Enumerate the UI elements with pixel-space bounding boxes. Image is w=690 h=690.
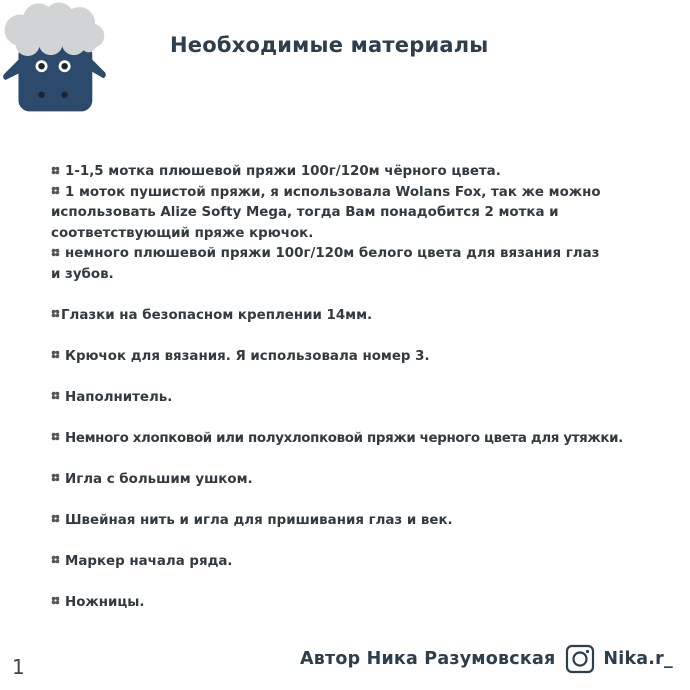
- instagram-icon: [565, 644, 595, 674]
- flower-bullet-icon: [51, 309, 60, 318]
- item-text: Наполнитель.: [65, 389, 173, 405]
- page-number: 1: [12, 655, 25, 679]
- flower-bullet-icon: [51, 186, 60, 195]
- item-text: 1 моток пушистой пряжи, я использовала Wolans Fox, так же можно: [65, 184, 601, 200]
- list-item: [51, 162, 681, 183]
- item-text: Немного хлопковой или полухлопковой пряжи черного цвета для утяжки.: [65, 430, 623, 446]
- flower-bullet-icon: [51, 473, 60, 482]
- item-text: Игла с большим ушком.: [65, 471, 253, 487]
- item-text: использовать Alize Softy Mega, тогда Вам понадобится 2 мотка и: [51, 205, 559, 220]
- list-item: [51, 429, 681, 450]
- materials-list: [51, 162, 681, 613]
- item-text: Глазки на безопасном креплении 14мм.: [61, 307, 373, 323]
- item-text: немного плюшевой пряжи 100г/120м белого цвета для вязания глаз: [65, 246, 600, 261]
- flower-bullet-icon: [51, 391, 60, 400]
- list-item: [51, 244, 681, 285]
- flower-bullet-icon: [51, 248, 60, 257]
- flower-bullet-icon: [51, 166, 60, 175]
- list-item: [51, 511, 681, 532]
- item-text: Крючок для вязания. Я использовала номер 3.: [65, 348, 430, 364]
- item-text: Швейная нить и игла для пришивания глаз и век.: [65, 512, 453, 528]
- list-item: [51, 183, 681, 245]
- list-item: [51, 347, 681, 368]
- list-item: [51, 470, 681, 491]
- flower-bullet-icon: [51, 514, 60, 523]
- list-item: [51, 593, 681, 614]
- author-footer: [300, 644, 673, 674]
- flower-bullet-icon: [51, 350, 60, 359]
- list-item: [51, 552, 681, 573]
- list-item: [51, 306, 681, 327]
- item-text: соответствующий пряже крючок.: [51, 225, 314, 241]
- item-text: Маркер начала ряда.: [65, 553, 233, 569]
- flower-bullet-icon: [51, 596, 60, 605]
- item-text: Ножницы.: [65, 594, 145, 610]
- author-label: Автор Ника Разумовская: [300, 649, 556, 669]
- sheep-logo-icon: [0, 0, 120, 125]
- item-text: 1-1,5 мотка плюшевой пряжи 100г/120м чёрного цвета.: [65, 164, 501, 179]
- flower-bullet-icon: [51, 432, 60, 441]
- list-item: [51, 388, 681, 409]
- page-title: Необходимые материалы: [170, 33, 489, 57]
- instagram-handle[interactable]: Nika.r_: [603, 649, 673, 669]
- item-text: и зубов.: [51, 266, 114, 282]
- flower-bullet-icon: [51, 555, 60, 564]
